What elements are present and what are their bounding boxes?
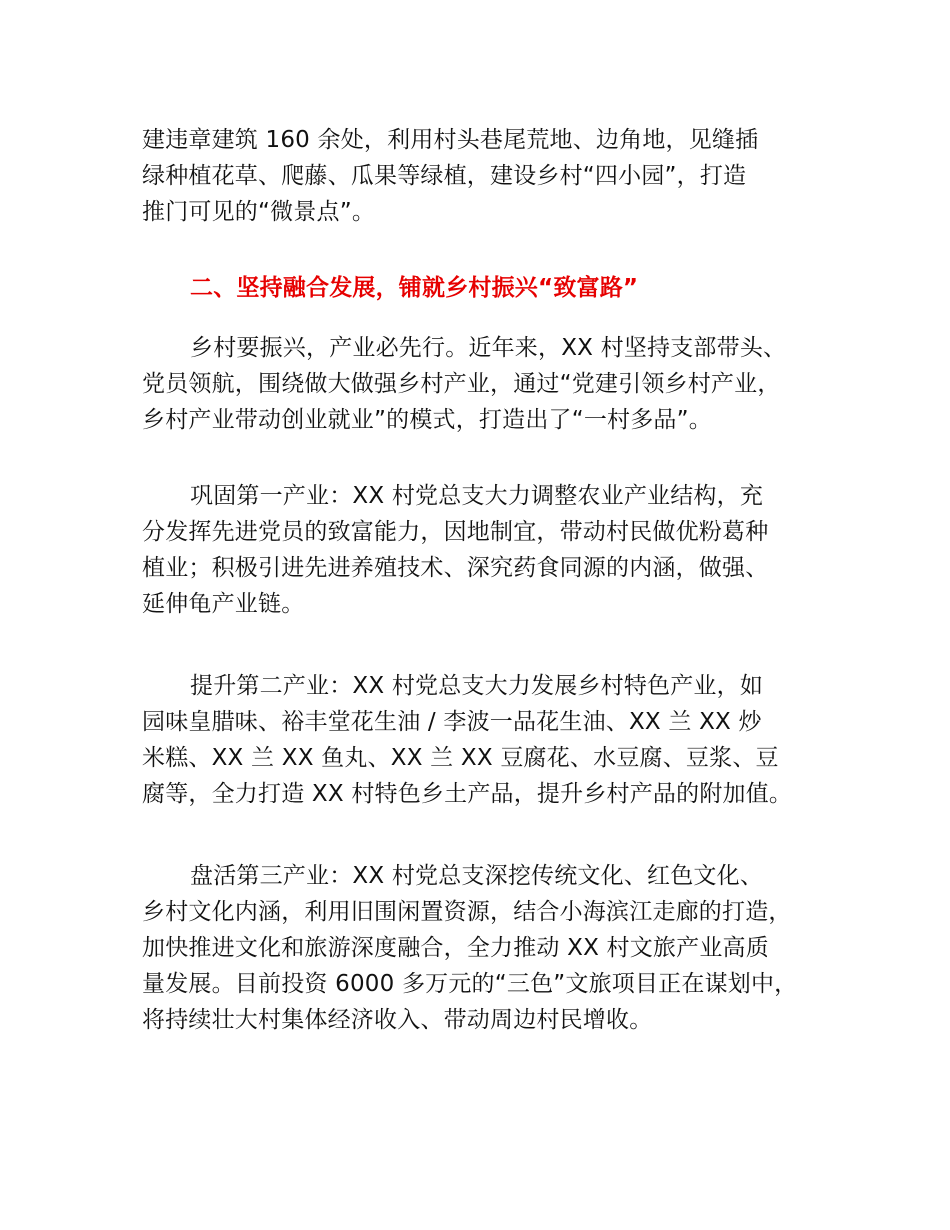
body-paragraph-secondary-industry bbox=[142, 668, 832, 812]
text-line: 园味皇腊味、裕丰堂花生油 / 李波一品花生油、XX 兰 XX 炒 bbox=[142, 709, 762, 735]
text-line: 加快推进文化和旅游深度融合，全力推动 XX 村文旅产业高质 bbox=[142, 935, 769, 961]
heading-line: 二、坚持融合发展，铺就乡村振兴“致富路” bbox=[190, 275, 639, 301]
body-paragraph-primary-industry bbox=[142, 478, 832, 622]
text-line: 延伸龟产业链。 bbox=[142, 591, 305, 617]
text-line: 绿种植花草、爬藤、瓜果等绿植，建设乡村“四小园”，打造 bbox=[142, 163, 747, 189]
text-line: 乡村产业带动创业就业”的模式，打造出了“一村多品”。 bbox=[142, 407, 712, 433]
text-line: 腐等，全力打造 XX 村特色乡土产品，提升乡村产品的附加值。 bbox=[142, 781, 793, 807]
text-line: 植业；积极引进先进养殖技术、深究药食同源的内涵，做强、 bbox=[142, 555, 769, 581]
text-line: 量发展。目前投资 6000 多万元的“三色”文旅项目正在谋划中， bbox=[142, 971, 798, 997]
text-line: 分发挥先进党员的致富能力，因地制宜，带动村民做优粉葛种 bbox=[142, 519, 769, 545]
body-paragraph-intro bbox=[142, 330, 832, 438]
text-line: 推门可见的“微景点”。 bbox=[142, 199, 376, 225]
text-line: 建违章建筑 160 余处，利用村头巷尾荒地、边角地，见缝插 bbox=[142, 127, 759, 153]
body-paragraph-tertiary-industry bbox=[142, 858, 832, 1038]
text-line: 巩固第一产业：XX 村党总支大力调整农业产业结构，充 bbox=[190, 483, 764, 509]
text-line: 米糕、XX 兰 XX 鱼丸、XX 兰 XX 豆腐花、水豆腐、豆浆、豆 bbox=[142, 745, 779, 771]
text-line: 提升第二产业：XX 村党总支大力发展乡村特色产业，如 bbox=[190, 673, 764, 699]
continuation-paragraph bbox=[142, 122, 832, 230]
text-line: 盘活第三产业：XX 村党总支深挖传统文化、红色文化、 bbox=[190, 863, 764, 889]
section-heading bbox=[142, 270, 832, 306]
text-line: 乡村要振兴，产业必先行。近年来，XX 村坚持支部带头、 bbox=[190, 335, 787, 361]
text-line: 乡村文化内涵，利用旧围闲置资源，结合小海滨江走廊的打造， bbox=[142, 899, 792, 925]
text-line: 党员领航，围绕做大做强乡村产业，通过“党建引领乡村产业， bbox=[142, 371, 781, 397]
text-line: 将持续壮大村集体经济收入、带动周边村民增收。 bbox=[142, 1007, 653, 1033]
